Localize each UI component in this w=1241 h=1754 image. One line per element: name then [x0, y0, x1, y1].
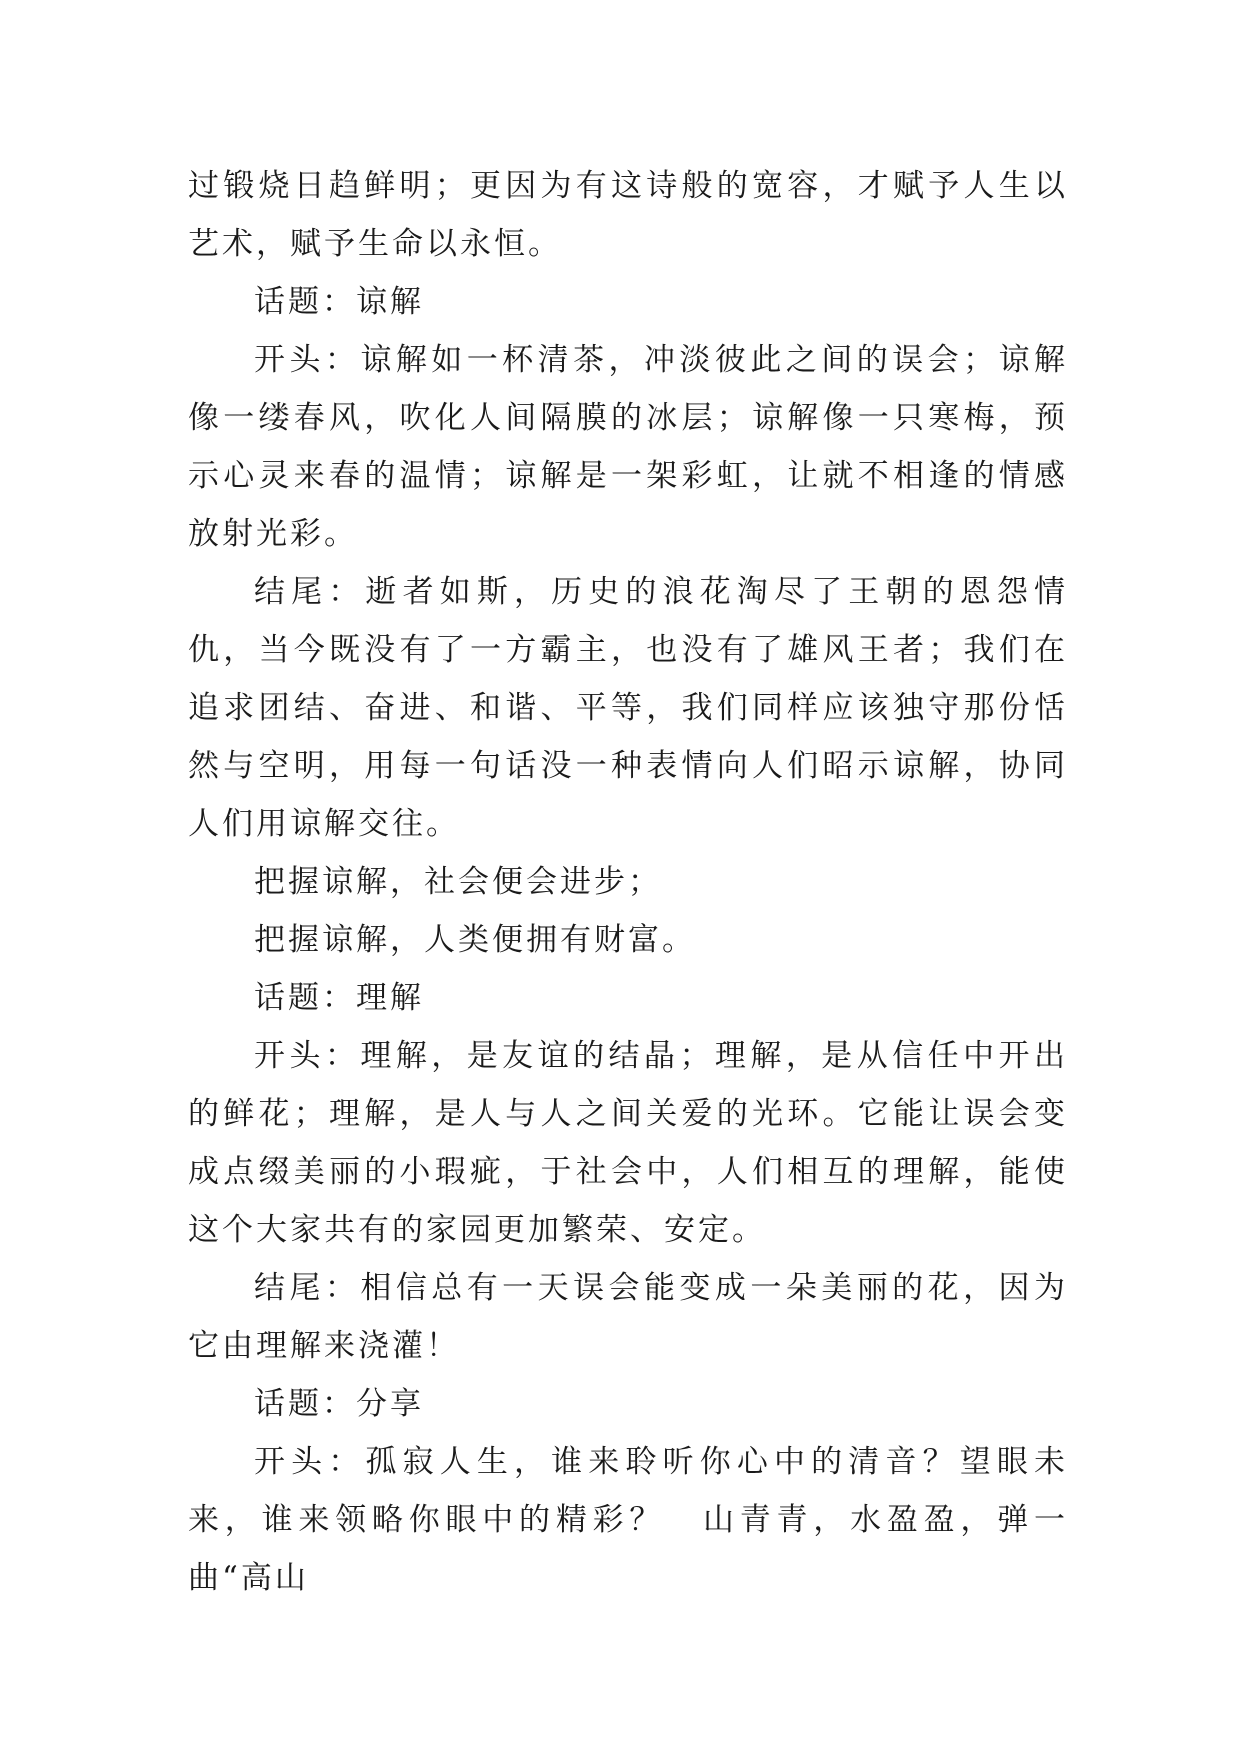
body-paragraph: 把握谅解，人类便拥有财富。	[254, 922, 696, 958]
ending-paragraph: 结尾：逝者如斯，历史的浪花淘尽了王朝的恩怨情仇，当今既没有了一方霸主，也没有了雄风王者；我们在追求团结、奋进、和谐、平等，我们同样应该独守那份恬然与空明，用每一句话没一种表情向人们昭示谅解，协同人们用谅解交往。	[188, 574, 1068, 842]
topic-heading: 话题：谅解	[254, 284, 424, 320]
opening-paragraph: 开头：谅解如一杯清茶，冲淡彼此之间的误会；谅解像一缕春风，吹化人间隔膜的冰层；谅解像一只寒梅，预示心灵来春的温情；谅解是一架彩虹，让就不相逢的情感放射光彩。	[188, 342, 1068, 552]
opening-paragraph: 开头：孤寂人生，谁来聆听你心中的清音？望眼未来，谁来领略你眼中的精彩？ 山青青，水盈盈，弹一曲“高山	[188, 1444, 1068, 1596]
body-paragraph: 过锻烧日趋鲜明；更因为有这诗般的宽容，才赋予人生以艺术，赋予生命以永恒。	[188, 168, 1068, 262]
body-paragraph: 把握谅解，社会便会进步；	[254, 864, 662, 900]
topic-heading: 话题：理解	[254, 980, 424, 1016]
topic-heading: 话题：分享	[254, 1386, 424, 1422]
document-page	[188, 157, 1068, 1607]
ending-paragraph: 结尾：相信总有一天误会能变成一朵美丽的花，因为它由理解来浇灌！	[188, 1270, 1068, 1364]
opening-paragraph: 开头：理解，是友谊的结晶；理解，是从信任中开出的鲜花；理解，是人与人之间关爱的光环。它能让误会变成点缀美丽的小瑕疵，于社会中，人们相互的理解，能使这个大家共有的家园更加繁荣、安定。	[188, 1038, 1068, 1248]
